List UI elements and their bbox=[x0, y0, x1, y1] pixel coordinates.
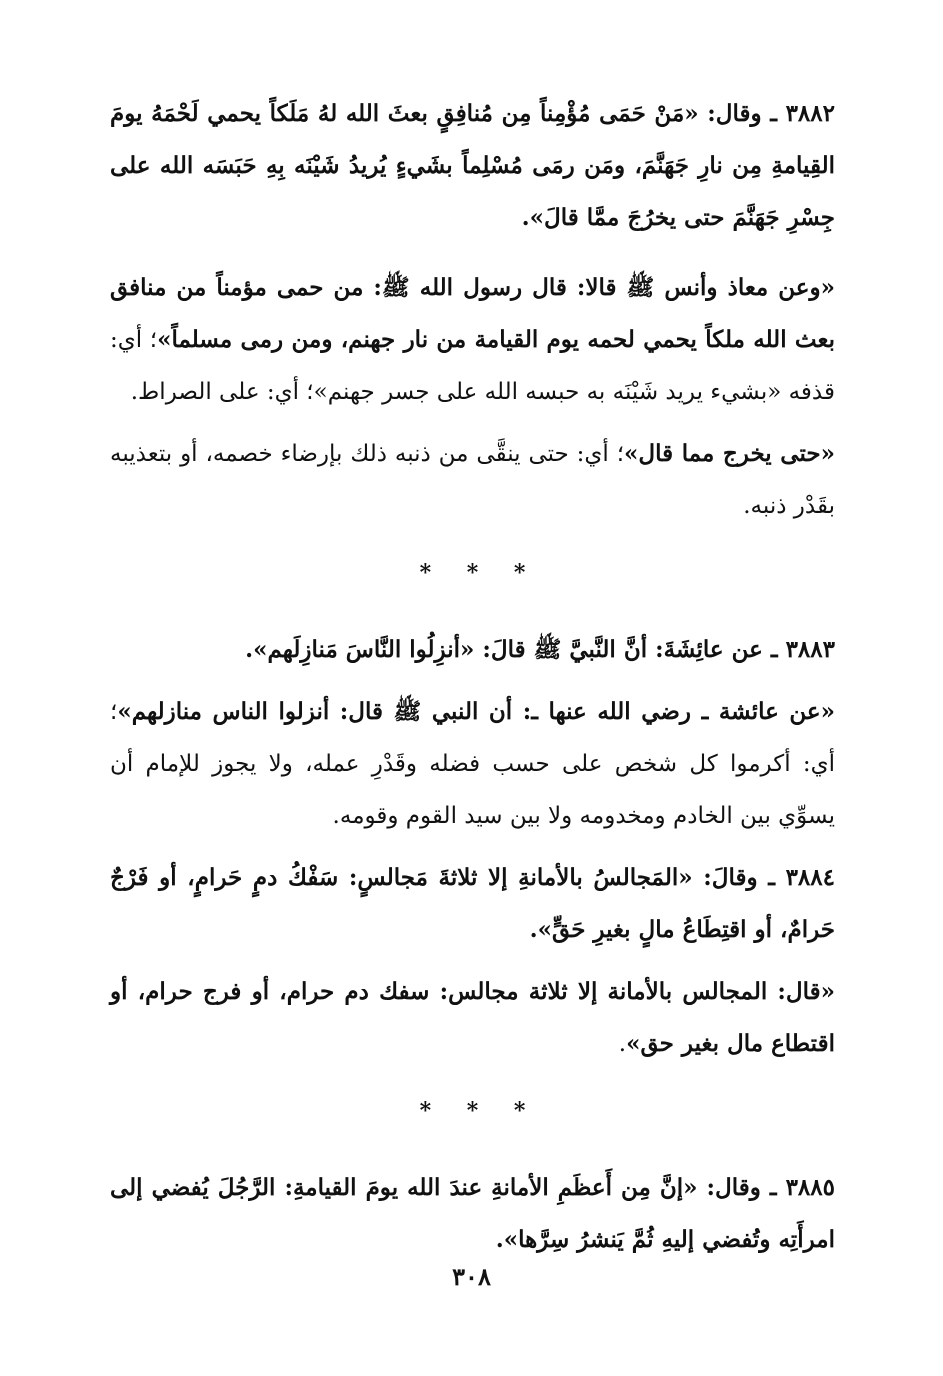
hadith-3883: ٣٨٨٣ ـ عن عائِشَةَ: أنَّ النَّبيَّ ﷺ قالَ: «أنزِلُوا النَّاسَ مَنازِلَهم». bbox=[245, 636, 835, 663]
section-separator: * * * bbox=[419, 1098, 540, 1124]
commentary-paragraph bbox=[110, 262, 835, 418]
commentary-quote: «وعن معاذ وأنس ﷺ قالا: قال رسول الله ﷺ: من حمى مؤمناً من منافق بعث الله ملكاً يحمي لحمه يوم القيامة من نار جهنم، ومن رمى مسلماً» bbox=[110, 274, 835, 353]
commentary-paragraph bbox=[110, 966, 835, 1070]
commentary-text: ؛ أي: أكرموا كل شخص على حسب فضله وقَدْرِ عمله، ولا يجوز للإمام أن يسوِّي بين الخادم ومخدومه ولا بين سيد القوم وقومه. bbox=[110, 699, 835, 829]
hadith-3885: ٣٨٨٥ ـ وقال: «إنَّ مِن أَعظَمِ الأمانةِ عندَ الله يومَ القيامةِ: الرَّجُلَ يُفضي إلى امرأَتِه وتُفضي إليهِ ثُمَّ يَنشرُ سِرَّها». bbox=[110, 1174, 835, 1253]
page-body bbox=[110, 88, 835, 1266]
commentary-paragraph bbox=[110, 686, 835, 842]
hadith-3882: ٣٨٨٢ ـ وقال: «مَنْ حَمَى مُؤْمِناً مِن مُنافِقٍ بعثَ الله لهُ مَلَكاً يحمي لَحْمَهُ يومَ القِيامةِ مِن نارِ جَهَنَّمَ، ومَن رمَى مُسْلِماً بشَيءٍ يُريدُ شَيْنَه بِهِ حَبَسَه الله على جِسْرِ جَهَنَّمَ حتى يخرُجَ ممَّا قالَ». bbox=[110, 100, 835, 231]
commentary-quote: «حتى يخرج مما قال» bbox=[624, 440, 835, 467]
commentary-text: ؛ أي: حتى ينقَّى من ذنبه ذلك بإرضاء خصمه، أو بتعذيبه بقَدْر ذنبه. bbox=[110, 441, 835, 519]
commentary-paragraph bbox=[110, 428, 835, 532]
commentary-text: ؛ أي: قذفه «بشيء يريد شَيْنَه به حبسه الله على جسر جهنم»؛ أي: على الصراط. bbox=[110, 327, 835, 405]
commentary-quote: «عن عائشة ـ رضي الله عنها ـ: أن النبي ﷺ قال: أنزلوا الناس منازلهم» bbox=[117, 698, 835, 725]
commentary-text: . bbox=[618, 1031, 627, 1057]
page-number: ٣٠٨ bbox=[452, 1262, 491, 1291]
commentary-quote: «قال: المجالس بالأمانة إلا ثلاثة مجالس: سفك دم حرام، أو فرج حرام، أو اقتطاع مال بغير حق» bbox=[110, 978, 835, 1057]
section-separator: * * * bbox=[419, 560, 540, 586]
hadith-3884: ٣٨٨٤ ـ وقالَ: «المَجالسُ بالأمانةِ إلا ثلاثةَ مَجالسٍ: سَفْكُ دمٍ حَرامٍ، أو فَرْجٌ حَرامٌ، أو اقتِطَاعُ مالٍ بغيرِ حَقٍّ». bbox=[110, 864, 835, 943]
